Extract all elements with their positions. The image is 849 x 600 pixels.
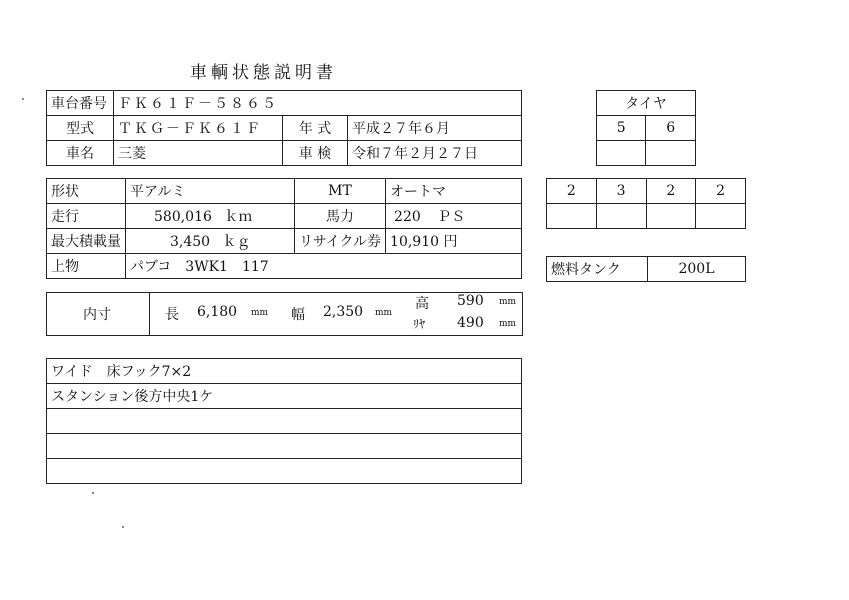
tire-front-table xyxy=(596,90,696,166)
body-value: パブコ 3WK1 117 xyxy=(126,254,522,279)
shape-label: 形状 xyxy=(47,179,126,204)
power-cell xyxy=(386,204,522,229)
tire-rear-table xyxy=(546,178,746,229)
mileage-value: 580,016 xyxy=(154,209,212,225)
vehicle-info-table xyxy=(46,90,522,166)
rear-label: ﾘﾔ xyxy=(413,317,426,331)
model-label: 型式 xyxy=(47,116,114,141)
length-unit: mm xyxy=(251,308,269,318)
scan-speck xyxy=(92,492,94,494)
length-label: 長 xyxy=(165,307,179,323)
max-load-value: 3,450 xyxy=(170,234,211,250)
max-load-label: 最大積載量 xyxy=(47,229,126,254)
table-row xyxy=(47,409,522,434)
tire-blank-cell xyxy=(547,204,597,229)
maker-value: 三菱 xyxy=(114,141,283,166)
scan-speck xyxy=(22,98,24,100)
table-row xyxy=(47,91,522,116)
scan-speck xyxy=(122,526,124,528)
table-row xyxy=(47,359,522,384)
inner-dimensions-box xyxy=(46,292,523,336)
mileage-cell xyxy=(126,204,295,229)
year-label: 年 式 xyxy=(283,116,348,141)
inspection-value: 令和７年２月２７日 xyxy=(348,141,522,166)
dimensions-label-cell xyxy=(47,293,150,335)
table-row xyxy=(47,204,522,229)
model-value: ＴＫＧ－ＦＫ６１Ｆ xyxy=(114,116,283,141)
rear-unit: mm xyxy=(499,319,517,329)
year-value: 平成２７年６月 xyxy=(348,116,522,141)
tire-header: タイヤ xyxy=(597,91,696,116)
tire-value: 2 xyxy=(696,179,746,204)
spec-table xyxy=(46,178,522,279)
chassis-number-value: ＦＫ６１Ｆ－５８６５ xyxy=(114,91,522,116)
table-row xyxy=(47,116,522,141)
dimensions-label: 内寸 xyxy=(83,307,111,323)
shape-value: 平アルミ xyxy=(126,179,295,204)
height-value: 590 xyxy=(457,293,484,309)
transmission-label: MT xyxy=(295,179,386,204)
table-row xyxy=(597,116,696,141)
tire-blank-cell xyxy=(646,204,696,229)
notes-table xyxy=(46,358,522,484)
inspection-label: 車 検 xyxy=(283,141,348,166)
document-title: 車輌状態説明書 xyxy=(190,63,337,83)
power-unit: ＰＳ xyxy=(437,209,466,225)
table-row xyxy=(547,257,746,282)
tire-value: 3 xyxy=(596,179,646,204)
fuel-tank-label: 燃料タンク xyxy=(547,257,648,282)
fuel-tank-value: 200L xyxy=(648,257,746,282)
max-load-unit: ｋｇ xyxy=(222,234,251,250)
recycle-value: 10,910 円 xyxy=(386,229,522,254)
tire-blank-cell xyxy=(597,141,646,166)
note-line xyxy=(47,409,522,434)
rear-value: 490 xyxy=(457,315,484,331)
tire-value: 2 xyxy=(547,179,597,204)
tire-value: 2 xyxy=(646,179,696,204)
table-row xyxy=(47,384,522,409)
table-row xyxy=(47,459,522,484)
mileage-label: 走行 xyxy=(47,204,126,229)
tire-value: 6 xyxy=(646,116,696,141)
power-value: 220 xyxy=(394,209,421,225)
width-value: 2,350 xyxy=(323,304,364,320)
width-label: 幅 xyxy=(291,307,305,323)
note-line xyxy=(47,459,522,484)
table-row xyxy=(47,229,522,254)
note-line: ワイド 床フック7×2 xyxy=(47,359,522,384)
power-label: 馬力 xyxy=(295,204,386,229)
tire-blank-cell xyxy=(596,204,646,229)
table-row xyxy=(47,141,522,166)
length-value: 6,180 xyxy=(197,304,238,320)
max-load-cell xyxy=(126,229,295,254)
table-row xyxy=(597,91,696,116)
maker-label: 車名 xyxy=(47,141,114,166)
transmission-value: オートマ xyxy=(386,179,522,204)
table-row xyxy=(547,204,746,229)
table-row xyxy=(597,141,696,166)
note-line: スタンション後方中央1ケ xyxy=(47,384,522,409)
tire-blank-cell xyxy=(646,141,696,166)
mileage-unit: ｋｍ xyxy=(224,209,253,225)
tire-blank-cell xyxy=(696,204,746,229)
height-label: 高 xyxy=(415,296,429,312)
tire-value: 5 xyxy=(597,116,646,141)
width-unit: mm xyxy=(375,308,393,318)
table-row xyxy=(47,179,522,204)
note-line xyxy=(47,434,522,459)
table-row xyxy=(47,434,522,459)
table-row xyxy=(547,179,746,204)
recycle-label: リサイクル券 xyxy=(295,229,386,254)
body-label: 上物 xyxy=(47,254,126,279)
fuel-tank-table xyxy=(546,256,746,282)
chassis-number-label: 車台番号 xyxy=(47,91,114,116)
height-unit: mm xyxy=(499,297,517,307)
table-row xyxy=(47,254,522,279)
